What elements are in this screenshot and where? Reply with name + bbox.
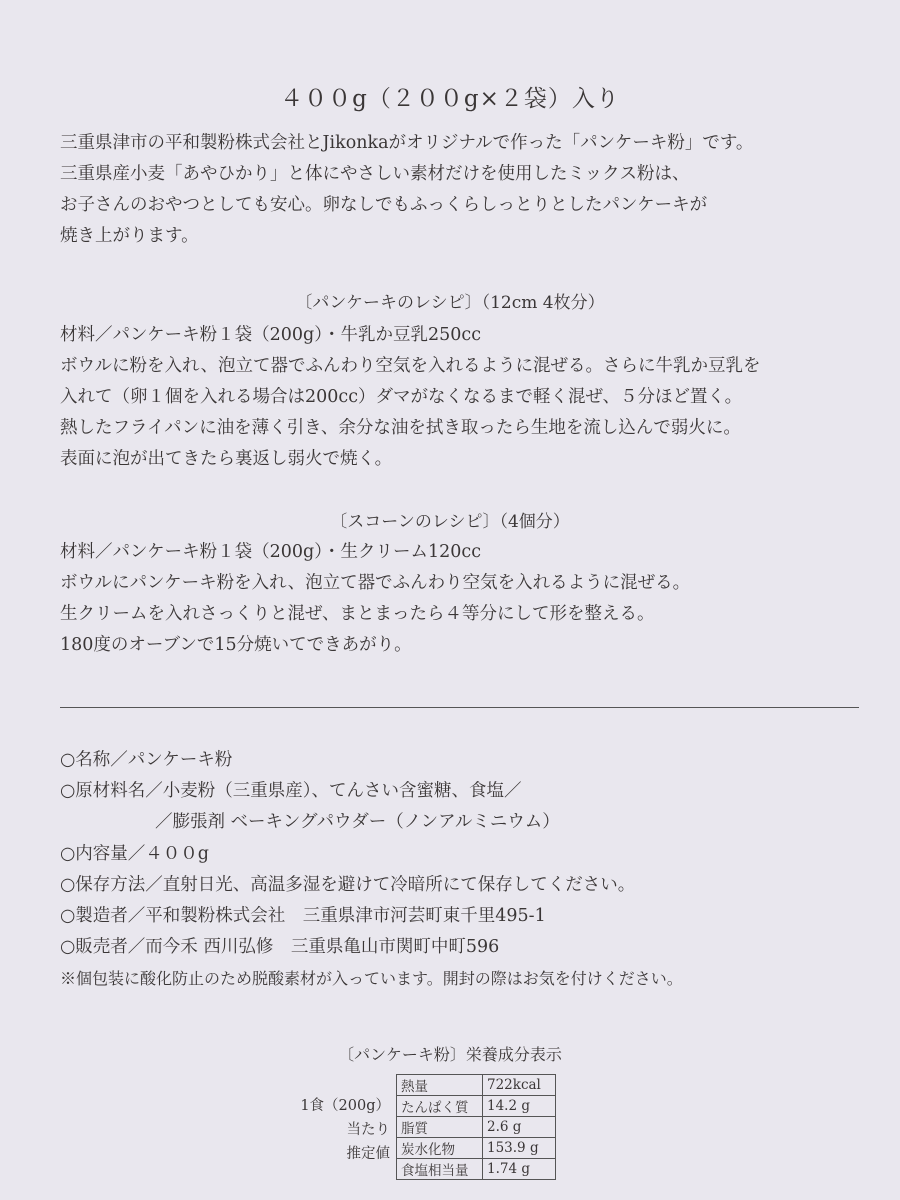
section-divider xyxy=(60,707,859,708)
nutrient-label: 脂質 xyxy=(397,1117,483,1138)
nutrition-title: 〔パンケーキ粉〕栄養成分表示 xyxy=(338,1045,562,1064)
recipe-line: 材料／パンケーキ粉１袋（200g）・牛乳か豆乳250cc xyxy=(60,325,482,345)
serving-line: 推定値 xyxy=(346,1146,390,1162)
page-title: ４００g（２００g×２袋）入り xyxy=(280,86,620,112)
info-ingredients-cont: ／膨張剤 ベーキングパウダー（ノンアルミニウム） xyxy=(155,812,560,833)
info-name: ○名称／パンケーキ粉 xyxy=(60,750,233,770)
table-row xyxy=(397,1117,556,1138)
recipe-line: 180度のオーブンで15分焼いてできあがり。 xyxy=(60,635,412,655)
nutrition-table xyxy=(396,1074,556,1180)
table-row xyxy=(397,1096,556,1117)
nutrient-label: たんぱく質 xyxy=(397,1096,483,1117)
scone-recipe-title: 〔スコーンのレシピ〕（4個分） xyxy=(330,512,570,532)
intro-line: お子さんのおやつとしても安心。卵なしでもふっくらしっとりとしたパンケーキが xyxy=(60,195,708,215)
pancake-recipe xyxy=(60,320,860,475)
intro-line: 三重県産小麦「あやひかり」と体にやさしい素材だけを使用したミックス粉は、 xyxy=(60,164,690,184)
table-row xyxy=(397,1159,556,1180)
recipe-line: ボウルに粉を入れ、泡立て器でふんわり空気を入れるように混ぜる。さらに牛乳か豆乳を xyxy=(60,356,761,376)
pancake-recipe-title: 〔パンケーキのレシピ〕（12cm 4枚分） xyxy=(295,293,605,313)
serving-line: 1食（200g） xyxy=(300,1098,390,1114)
table-row xyxy=(397,1075,556,1096)
intro-line: 焼き上がります。 xyxy=(60,226,199,246)
recipe-line: ボウルにパンケーキ粉を入れ、泡立て器でふんわり空気を入れるように混ぜる。 xyxy=(60,573,691,593)
info-ingredients: ○原材料名／小麦粉（三重県産）、てんさい含蜜糖、食塩／ xyxy=(60,781,522,802)
nutrient-value: 722kcal xyxy=(483,1075,556,1096)
nutrient-label: 食塩相当量 xyxy=(397,1159,483,1180)
recipe-line: 生クリームを入れさっくりと混ぜ、まとまったら４等分にして形を整える。 xyxy=(60,604,655,624)
serving-line: 当たり xyxy=(346,1122,390,1138)
recipe-line: 表面に泡が出てきたら裏返し弱火で焼く。 xyxy=(60,449,393,469)
nutrition-serving-label xyxy=(300,1094,390,1166)
nutrient-label: 熱量 xyxy=(397,1075,483,1096)
info-seller: ○販売者／而今禾 西川弘修 三重県亀山市関町中町596 xyxy=(60,937,500,958)
info-note: ※個包装に酸化防止のため脱酸素材が入っています。開封の際はお気を付けください。 xyxy=(60,969,683,989)
nutrient-label: 炭水化物 xyxy=(397,1138,483,1159)
nutrient-value: 2.6 g xyxy=(483,1117,556,1138)
nutrient-value: 14.2 g xyxy=(483,1096,556,1117)
nutrient-value: 153.9 g xyxy=(483,1138,556,1159)
table-row xyxy=(397,1138,556,1159)
recipe-line: 入れて（卵１個を入れる場合は200cc）ダマがなくなるまで軽く混ぜ、５分ほど置く。 xyxy=(60,387,743,407)
scone-recipe xyxy=(60,537,860,661)
intro-line: 三重県津市の平和製粉株式会社とJikonkaがオリジナルで作った「パンケーキ粉」です。 xyxy=(60,133,754,153)
info-content: ○内容量／４００g xyxy=(60,843,209,864)
recipe-line: 熱したフライパンに油を薄く引き、余分な油を拭き取ったら生地を流し込んで弱火に。 xyxy=(60,418,741,438)
info-manufacturer: ○製造者／平和製粉株式会社 三重県津市河芸町東千里495-1 xyxy=(60,906,546,927)
info-storage: ○保存方法／直射日光、高温多湿を避けて冷暗所にて保存してください。 xyxy=(60,874,636,895)
nutrient-value: 1.74 g xyxy=(483,1159,556,1180)
intro-paragraph xyxy=(60,128,860,252)
recipe-line: 材料／パンケーキ粉１袋（200g）・生クリーム120cc xyxy=(60,542,482,562)
product-info xyxy=(60,745,860,995)
